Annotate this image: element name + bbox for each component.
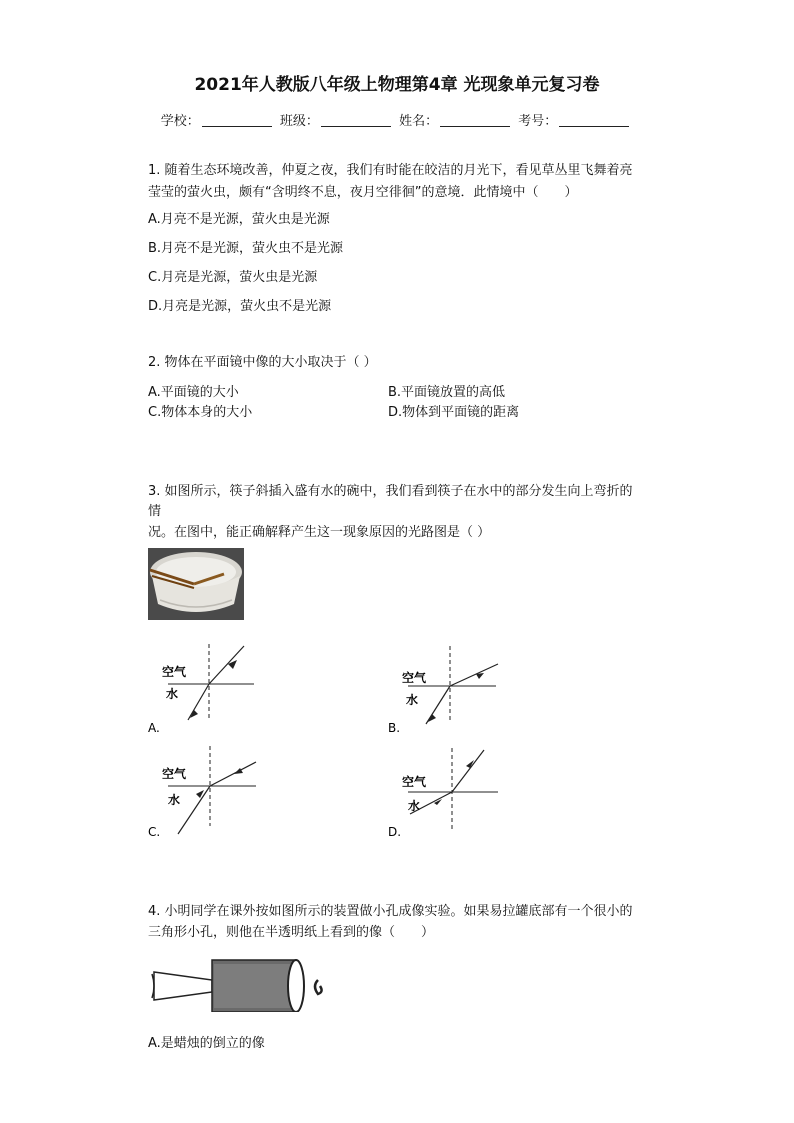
q1-option-b[interactable]: B.月亮不是光源，萤火虫不是光源 bbox=[148, 241, 344, 256]
q2-option-a[interactable]: A.平面镜的大小 bbox=[148, 385, 239, 400]
water-label: 水 bbox=[406, 693, 419, 707]
option-label: B. bbox=[388, 721, 401, 735]
q2-option-b[interactable]: B.平面镜放置的高低 bbox=[388, 385, 506, 400]
translucent-paper bbox=[152, 974, 154, 998]
q2-option-d[interactable]: D.物体到平面镜的距离 bbox=[388, 405, 520, 420]
q4-stem-line1: 4. 小明同学在课外按如图所示的装置做小孔成像实验。如果易拉罐底部有一个很小的 bbox=[148, 904, 633, 919]
water-label: 水 bbox=[408, 799, 421, 813]
q4-option-a[interactable]: A.是蜡烛的倒立的像 bbox=[148, 1036, 265, 1051]
q1-stem-line2: 莹莹的萤火虫，颇有“含明终不息，夜月空徘徊”的意境．此情境中（ ） bbox=[148, 185, 578, 200]
water-label: 水 bbox=[168, 793, 181, 807]
diagram-a[interactable] bbox=[148, 640, 268, 736]
diagram-c[interactable] bbox=[148, 744, 268, 840]
exam-number-blank[interactable] bbox=[559, 114, 629, 127]
can-bottom bbox=[288, 960, 304, 1012]
q1-stem-line1: 1. 随着生态环境改善，仲夏之夜，我们有时能在皎洁的月光下，看见草丛里飞舞着亮 bbox=[148, 163, 633, 178]
air-label: 空气 bbox=[402, 775, 427, 789]
air-ray bbox=[450, 664, 498, 686]
q1-option-c[interactable]: C.月亮是光源，萤火虫是光源 bbox=[148, 270, 318, 285]
option-label: C. bbox=[148, 825, 161, 839]
air-label: 空气 bbox=[402, 671, 427, 685]
paper-cone bbox=[154, 972, 212, 1000]
candle-flame-icon bbox=[315, 980, 322, 994]
water-ray bbox=[426, 686, 450, 724]
option-label: A. bbox=[148, 721, 160, 735]
q3-stem-line1: 3. 如图所示，筷子斜插入盛有水的碗中，我们看到筷子在水中的部分发生向上弯折的 bbox=[148, 484, 633, 499]
page-title: 2021年人教版八年级上物理第4章 光现象单元复习卷 bbox=[194, 75, 600, 95]
air-ray bbox=[210, 762, 256, 786]
air-label: 空气 bbox=[162, 665, 187, 679]
class-blank[interactable] bbox=[321, 114, 391, 127]
air-label: 空气 bbox=[162, 767, 187, 781]
water-ray bbox=[178, 786, 210, 834]
diagram-b[interactable] bbox=[388, 640, 508, 736]
class-label: 班级： bbox=[279, 114, 319, 129]
air-ray bbox=[209, 646, 244, 684]
ray-arrow bbox=[476, 673, 484, 679]
chopsticks-bowl-photo bbox=[148, 548, 244, 620]
q3-stem-line2: 情 bbox=[148, 504, 162, 519]
air-ray bbox=[452, 750, 484, 792]
q4-stem-line2: 三角形小孔，则他在半透明纸上看到的像（ ） bbox=[148, 925, 435, 940]
water-label: 水 bbox=[166, 687, 179, 701]
q2-option-c[interactable]: C.物体本身的大小 bbox=[148, 405, 253, 420]
q1-option-a[interactable]: A.月亮不是光源，萤火虫是光源 bbox=[148, 212, 330, 227]
water-ray bbox=[188, 684, 209, 720]
q1-option-d[interactable]: D.月亮是光源，萤火虫不是光源 bbox=[148, 299, 332, 314]
student-info-line bbox=[0, 110, 794, 129]
pinhole-camera-figure bbox=[148, 952, 328, 1012]
name-label: 姓名： bbox=[399, 114, 439, 129]
school-blank[interactable] bbox=[202, 114, 272, 127]
diagram-d[interactable] bbox=[388, 744, 508, 840]
q2-stem: 2. 物体在平面镜中像的大小取决于（ ） bbox=[148, 355, 377, 370]
q3-stem-line3: 况。在图中，能正确解释产生这一现象原因的光路图是（ ） bbox=[148, 525, 491, 540]
name-blank[interactable] bbox=[440, 114, 510, 127]
exam-number-label: 考号： bbox=[518, 114, 558, 129]
option-label: D. bbox=[388, 825, 402, 839]
can-texture bbox=[214, 964, 294, 1008]
school-label: 学校： bbox=[160, 114, 200, 129]
